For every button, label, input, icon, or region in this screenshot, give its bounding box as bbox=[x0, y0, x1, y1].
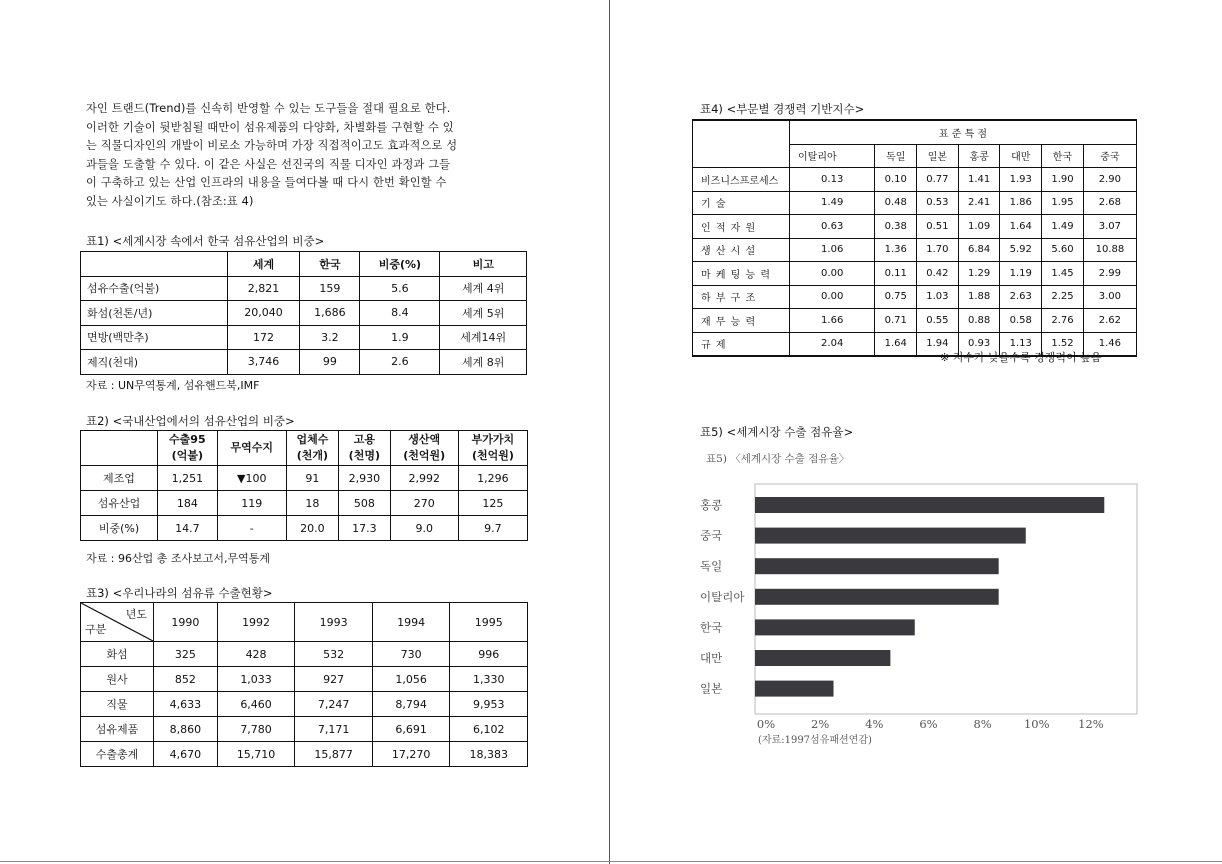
table-cell: 7,780 bbox=[217, 717, 295, 742]
table-cell: 0.10 bbox=[875, 168, 917, 192]
table-cell: 2.25 bbox=[1042, 285, 1084, 309]
chart-tick-label: 10% bbox=[1023, 717, 1050, 731]
table-header-cell: 1995 bbox=[450, 603, 528, 642]
table-cell: 1.46 bbox=[1083, 332, 1136, 356]
table2-source: 자료 : 96산업 총 조사보고서,무역통계 bbox=[86, 552, 270, 565]
table-cell: 1.36 bbox=[875, 238, 917, 262]
chart-category-label: 이탈리아 bbox=[700, 589, 745, 604]
table1 bbox=[80, 251, 527, 375]
table-cell: 270 bbox=[390, 491, 458, 516]
table-row bbox=[81, 350, 527, 375]
table-cell: 1.66 bbox=[790, 309, 875, 333]
table-header-cell: 비고 bbox=[440, 252, 527, 277]
page-divider bbox=[609, 0, 610, 864]
table-cell: 1.49 bbox=[1042, 215, 1084, 239]
chart-bar bbox=[755, 650, 890, 666]
table-cell: 14.7 bbox=[158, 516, 218, 541]
table-cell: 172 bbox=[227, 325, 300, 350]
chart-category-labels bbox=[700, 498, 745, 696]
table-header-cell: 대만 bbox=[1000, 144, 1042, 168]
chart-tick-label: 8% bbox=[973, 717, 992, 731]
table-cell: 184 bbox=[158, 491, 218, 516]
table-cell: 508 bbox=[339, 491, 391, 516]
table-cell: 3.07 bbox=[1083, 215, 1136, 239]
table-cell: 원사 bbox=[81, 667, 154, 692]
table4-note: ※ 지수가 낮을수록 경쟁력이 높음 bbox=[940, 351, 1102, 364]
table-cell: 2.62 bbox=[1083, 309, 1136, 333]
table-row bbox=[81, 717, 528, 742]
table-cell: 4,670 bbox=[154, 742, 218, 767]
table-cell: 6,460 bbox=[217, 692, 295, 717]
table-cell: 0.13 bbox=[790, 168, 875, 192]
header-line: 부가가치 bbox=[471, 433, 515, 446]
table-row bbox=[81, 301, 527, 326]
row-label-cell: 마 케 팅 능 력 bbox=[693, 262, 790, 286]
header-line: 생산액 bbox=[408, 433, 441, 446]
table-cell: 0.75 bbox=[875, 285, 917, 309]
table-cell: 0.11 bbox=[875, 262, 917, 286]
table-cell: 0.42 bbox=[917, 262, 959, 286]
table-cell: 1.03 bbox=[917, 285, 959, 309]
table-cell: 1.9 bbox=[360, 325, 440, 350]
table-cell: 20.0 bbox=[286, 516, 338, 541]
table-cell: 세계14위 bbox=[440, 325, 527, 350]
table-row bbox=[81, 516, 528, 541]
table-header-cell: 이탈리아 bbox=[790, 144, 875, 168]
table-cell: 비중(%) bbox=[81, 516, 158, 541]
table-cell: 9,953 bbox=[450, 692, 528, 717]
table-row bbox=[693, 262, 1137, 286]
table-cell: 0.63 bbox=[790, 215, 875, 239]
paragraph-line: 는 직물디자인의 개발이 비로소 가능하며 가장 직접적이고도 효과적으로 성 bbox=[86, 139, 458, 153]
chart-bar bbox=[755, 619, 915, 635]
table-cell: 1,686 bbox=[300, 301, 360, 326]
chart-category-label: 독일 bbox=[700, 559, 723, 574]
table-cell: ▼100 bbox=[217, 466, 286, 491]
table-cell: 섬유제품 bbox=[81, 717, 154, 742]
row-label-cell: 비즈니스프로세스 bbox=[693, 168, 790, 192]
table-header-row bbox=[81, 431, 528, 466]
table-cell: 0.38 bbox=[875, 215, 917, 239]
chart-bar bbox=[755, 528, 1026, 544]
table-cell: 1.49 bbox=[790, 191, 875, 215]
table-header-cell: 한국 bbox=[300, 252, 360, 277]
table-header-cell bbox=[339, 431, 391, 466]
table4 bbox=[692, 119, 1137, 357]
header-line: (천억원) bbox=[403, 449, 446, 462]
table-cell: 섬유산업 bbox=[81, 491, 158, 516]
table-cell: 제조업 bbox=[81, 466, 158, 491]
table4-group-header: 표 준 특 점 bbox=[790, 120, 1137, 144]
table5-caption: 표5) <세계시장 수출 점유율> bbox=[700, 425, 854, 439]
table-header-cell bbox=[81, 252, 228, 277]
table-cell: 2.41 bbox=[958, 191, 1000, 215]
table4-corner-cell bbox=[693, 120, 790, 168]
table-row bbox=[693, 238, 1137, 262]
chart-source: (자료:1997섬유패션연감) bbox=[758, 735, 872, 746]
table-cell: 1,033 bbox=[217, 667, 295, 692]
table-row bbox=[81, 667, 528, 692]
table-cell: 0.88 bbox=[958, 309, 1000, 333]
chart-tick-label: 4% bbox=[865, 717, 884, 731]
table-cell: 730 bbox=[372, 642, 450, 667]
table-cell: 7,247 bbox=[295, 692, 373, 717]
table-cell: 1.64 bbox=[1000, 215, 1042, 239]
table-row bbox=[693, 215, 1137, 239]
table-cell: 0.00 bbox=[790, 262, 875, 286]
header-line: 무역수지 bbox=[230, 441, 273, 454]
table-header-row bbox=[81, 603, 528, 642]
table-cell: 0.51 bbox=[917, 215, 959, 239]
table-cell: 8.4 bbox=[360, 301, 440, 326]
table-cell: 1.19 bbox=[1000, 262, 1042, 286]
table-row bbox=[693, 285, 1137, 309]
table-cell: 2.04 bbox=[790, 332, 875, 356]
table-cell: 8,794 bbox=[372, 692, 450, 717]
table-cell: 9.0 bbox=[390, 516, 458, 541]
chart-category-label: 대만 bbox=[700, 651, 723, 665]
table1-caption: 표1) <세계시장 속에서 한국 섬유산업의 비중> bbox=[86, 234, 325, 248]
table-header-cell: 홍콩 bbox=[958, 144, 1000, 168]
table-cell: 세계 8위 bbox=[440, 350, 527, 375]
table-cell: 섬유수출(억불) bbox=[81, 276, 228, 301]
table-cell: 제직(천대) bbox=[81, 350, 228, 375]
chart-category-label: 한국 bbox=[700, 620, 723, 635]
chart-bars bbox=[755, 497, 1104, 697]
row-label-cell: 규 제 bbox=[693, 332, 790, 356]
table-cell: 직물 bbox=[81, 692, 154, 717]
table-header-cell: 독일 bbox=[875, 144, 917, 168]
table-cell: 0.77 bbox=[917, 168, 959, 192]
paragraph-line: 이러한 기술이 뒷받침될 때만이 섬유제품의 다양화, 차별화를 구현할 수 있 bbox=[86, 120, 454, 134]
chart-tick-label: 6% bbox=[919, 717, 938, 731]
table-cell: 18 bbox=[286, 491, 338, 516]
table-header-cell: 일본 bbox=[917, 144, 959, 168]
table-cell: 91 bbox=[286, 466, 338, 491]
table-header-cell bbox=[81, 431, 158, 466]
table-cell: 0.48 bbox=[875, 191, 917, 215]
table-cell: 1.95 bbox=[1042, 191, 1084, 215]
table-header-cell: 1992 bbox=[217, 603, 295, 642]
paragraph-line: 자인 트랜드(Trend)를 신속히 반영할 수 있는 도구들을 절대 필요로 한다. bbox=[86, 102, 451, 115]
table-cell: 1.64 bbox=[875, 332, 917, 356]
table-cell: 2.99 bbox=[1083, 262, 1136, 286]
table-cell: 15,710 bbox=[217, 742, 295, 767]
table-cell: 5.60 bbox=[1042, 238, 1084, 262]
body-paragraph bbox=[86, 100, 522, 212]
table-cell: 0.55 bbox=[917, 309, 959, 333]
table-cell: 159 bbox=[300, 276, 360, 301]
table-header-cell bbox=[286, 431, 338, 466]
row-label-cell: 하 부 구 조 bbox=[693, 285, 790, 309]
table-cell: 17.3 bbox=[339, 516, 391, 541]
table-cell: 2.90 bbox=[1083, 168, 1136, 192]
table-row bbox=[693, 168, 1137, 192]
table1-source: 자료 : UN무역통계, 섬유핸드북,IMF bbox=[86, 379, 260, 392]
chart-tick-labels bbox=[757, 717, 1104, 731]
table-cell: 1.06 bbox=[790, 238, 875, 262]
table-cell: 8,860 bbox=[154, 717, 218, 742]
chart-bar bbox=[755, 589, 999, 605]
table-cell: 1.29 bbox=[958, 262, 1000, 286]
table-cell: - bbox=[217, 516, 286, 541]
table-cell: 1.88 bbox=[958, 285, 1000, 309]
header-line: (천명) bbox=[348, 449, 380, 462]
table-cell: 4,633 bbox=[154, 692, 218, 717]
table-cell: 1.09 bbox=[958, 215, 1000, 239]
header-line: (억불) bbox=[171, 449, 203, 462]
table-cell: 1.45 bbox=[1042, 262, 1084, 286]
table-cell: 5.6 bbox=[360, 276, 440, 301]
table2 bbox=[80, 430, 528, 541]
header-line: 업체수 bbox=[296, 433, 329, 446]
table-cell: 2.6 bbox=[360, 350, 440, 375]
table-cell: 0.58 bbox=[1000, 309, 1042, 333]
table-row bbox=[81, 466, 528, 491]
table-cell: 428 bbox=[217, 642, 295, 667]
table-header-cell: 중국 bbox=[1083, 144, 1136, 168]
row-label-cell: 재 무 능 력 bbox=[693, 309, 790, 333]
table-row bbox=[81, 692, 528, 717]
table-header-row bbox=[81, 252, 527, 277]
table-cell: 125 bbox=[458, 491, 527, 516]
table-cell: 1,330 bbox=[450, 667, 528, 692]
table-cell: 1.70 bbox=[917, 238, 959, 262]
table-cell: 6,102 bbox=[450, 717, 528, 742]
row-label-cell: 기 술 bbox=[693, 191, 790, 215]
table-row bbox=[81, 642, 528, 667]
table-cell: 세계 5위 bbox=[440, 301, 527, 326]
table-cell: 17,270 bbox=[372, 742, 450, 767]
chart-bar bbox=[755, 681, 834, 697]
table-header-cell bbox=[390, 431, 458, 466]
table-row bbox=[81, 276, 527, 301]
table-cell: 1.41 bbox=[958, 168, 1000, 192]
table-row bbox=[81, 742, 528, 767]
table-cell: 세계 4위 bbox=[440, 276, 527, 301]
table-cell: 1.93 bbox=[1000, 168, 1042, 192]
row-label-cell: 인 적 자 원 bbox=[693, 215, 790, 239]
table-cell: 18,383 bbox=[450, 742, 528, 767]
table-cell: 1.52 bbox=[1042, 332, 1084, 356]
table-cell: 1.13 bbox=[1000, 332, 1042, 356]
paragraph-line: 과들을 도출할 수 있다. 이 같은 사실은 선진국의 직물 디자인 과정과 그들 bbox=[86, 157, 451, 171]
header-line: 수출95 bbox=[169, 433, 206, 446]
table-cell: 3,746 bbox=[227, 350, 300, 375]
chart-bar bbox=[755, 497, 1104, 513]
header-line: (천개) bbox=[296, 449, 329, 462]
header-line: 고용 bbox=[353, 433, 375, 446]
table-cell: 852 bbox=[154, 667, 218, 692]
table-cell: 2.63 bbox=[1000, 285, 1042, 309]
header-line: (천억원) bbox=[471, 449, 514, 462]
table-cell: 수출총계 bbox=[81, 742, 154, 767]
table-cell: 2,930 bbox=[339, 466, 391, 491]
table-cell: 1,251 bbox=[158, 466, 218, 491]
export-share-chart bbox=[698, 446, 1138, 746]
table-cell: 325 bbox=[154, 642, 218, 667]
chart-tick-label: 2% bbox=[811, 717, 830, 731]
paragraph-line: 있는 사실이기도 하다.(참조:표 4) bbox=[86, 194, 254, 208]
table-header-cell: 1994 bbox=[372, 603, 450, 642]
table-cell: 15,877 bbox=[295, 742, 373, 767]
table-cell: 20,040 bbox=[227, 301, 300, 326]
corner-top-label: 년도 bbox=[125, 608, 147, 621]
chart-bar bbox=[755, 558, 999, 574]
chart-tick-label: 12% bbox=[1078, 717, 1104, 731]
table-cell: 면방(백만추) bbox=[81, 325, 228, 350]
table-cell: 2,821 bbox=[227, 276, 300, 301]
table-cell: 99 bbox=[300, 350, 360, 375]
table-row bbox=[81, 491, 528, 516]
chart-category-label: 일본 bbox=[700, 681, 723, 696]
table-cell: 996 bbox=[450, 642, 528, 667]
table-header-cell bbox=[458, 431, 527, 466]
table-cell: 1.90 bbox=[1042, 168, 1084, 192]
table-cell: 3.2 bbox=[300, 325, 360, 350]
row-label-cell: 생 산 시 설 bbox=[693, 238, 790, 262]
table-header-cell: 세계 bbox=[227, 252, 300, 277]
table-row bbox=[81, 325, 527, 350]
table-cell: 532 bbox=[295, 642, 373, 667]
table-cell: 927 bbox=[295, 667, 373, 692]
paragraph-line: 이 구축하고 있는 산업 인프라의 내용을 들여다볼 때 다시 한번 확인할 수 bbox=[86, 176, 447, 190]
table-cell: 0.00 bbox=[790, 285, 875, 309]
table-cell: 2.68 bbox=[1083, 191, 1136, 215]
table4-caption: 표4) <부문별 경쟁력 기반지수> bbox=[700, 102, 865, 116]
chart-tick-label: 0% bbox=[756, 717, 776, 731]
table4-body bbox=[693, 168, 1137, 357]
table-cell: 0.93 bbox=[958, 332, 1000, 356]
table-header-row bbox=[693, 120, 1137, 144]
table-cell: 0.53 bbox=[917, 191, 959, 215]
table-cell: 화섬(천톤/년) bbox=[81, 301, 228, 326]
table-header-cell bbox=[158, 431, 218, 466]
table-cell: 2.76 bbox=[1042, 309, 1084, 333]
table-header-cell bbox=[217, 431, 286, 466]
table-cell: 3.00 bbox=[1083, 285, 1136, 309]
page-bottom-edge bbox=[0, 861, 1222, 862]
table-header-cell: 1990 bbox=[154, 603, 218, 642]
table3-corner-cell bbox=[81, 603, 154, 642]
table3-caption: 표3) <우리나라의 섬유류 수출현황> bbox=[86, 586, 273, 600]
table-cell: 119 bbox=[217, 491, 286, 516]
table-cell: 6,691 bbox=[372, 717, 450, 742]
table-cell: 10.88 bbox=[1083, 238, 1136, 262]
chart-category-label: 중국 bbox=[700, 528, 723, 543]
table-cell: 1,296 bbox=[458, 466, 527, 491]
table-header-cell: 1993 bbox=[295, 603, 373, 642]
table-cell: 화섬 bbox=[81, 642, 154, 667]
corner-bottom-label: 구분 bbox=[85, 623, 107, 636]
table-row bbox=[693, 191, 1137, 215]
table-row bbox=[693, 309, 1137, 333]
chart-inner-title: 표5) 〈세계시장 수출 점유율〉 bbox=[706, 453, 850, 465]
table-cell: 1,056 bbox=[372, 667, 450, 692]
table-cell: 7,171 bbox=[295, 717, 373, 742]
table-header-cell: 한국 bbox=[1042, 144, 1084, 168]
table-cell: 1.86 bbox=[1000, 191, 1042, 215]
table-header-cell: 비중(%) bbox=[360, 252, 440, 277]
table-cell: 2,992 bbox=[390, 466, 458, 491]
table2-caption: 표2) <국내산업에서의 섬유산업의 비중> bbox=[86, 414, 295, 428]
chart-category-label: 홍콩 bbox=[700, 498, 723, 512]
table-cell: 0.71 bbox=[875, 309, 917, 333]
table-cell: 9.7 bbox=[458, 516, 527, 541]
table-cell: 6.84 bbox=[958, 238, 1000, 262]
table-cell: 5.92 bbox=[1000, 238, 1042, 262]
table3 bbox=[80, 602, 528, 767]
table-cell: 1.94 bbox=[917, 332, 959, 356]
